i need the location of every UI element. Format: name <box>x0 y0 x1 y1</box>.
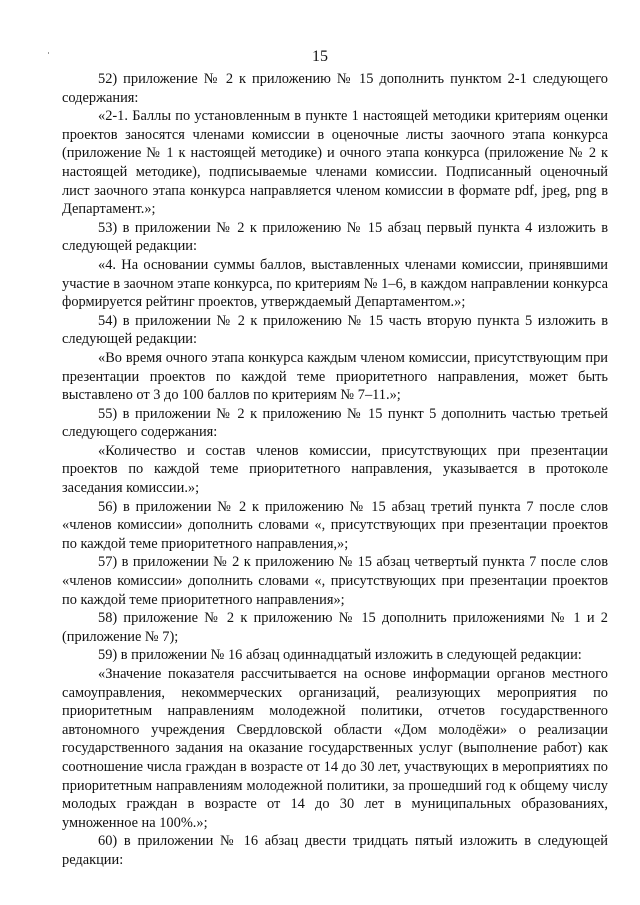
paragraph-57: 57) в приложении № 2 к приложению № 15 абзац четвертый пункта 7 после слов «членов комиссии» дополнить словами «, присутствующих при презентации проектов по каждой теме приоритетного направления»; <box>62 554 608 608</box>
paragraph-56: 56) в приложении № 2 к приложению № 15 абзац третий пункта 7 после слов «членов комиссии» дополнить словами «, присутствующих при презентации проектов по каждой теме приоритетного направления,»; <box>62 498 608 552</box>
document-body <box>62 70 608 870</box>
paragraph-53-quote: «4. На основании суммы баллов, выставленных членами комиссии, принявшими участие в заочном этапе конкурса, по критериям № 1–6, в каждом направлении конкурса формируется рейтинг проектов, утверждаемый Департаментом.»; <box>62 256 608 311</box>
paragraph-54: 54) в приложении № 2 к приложению № 15 часть вторую пункта 5 изложить в следующей редакции: <box>62 312 608 348</box>
paragraph-52-quote: «2-1. Баллы по установленным в пункте 1 настоящей методики критериям оценки проектов заносятся членами комиссии в оценочные листы заочного этапа конкурса (приложение № 1 к настоящей методике) и очного этапа конкурса (приложение № 2 к настоящей методике), подписываемые членами комиссии. Подписанный оценочный лист заочного этапа конкурса направляется членом комиссии в формате pdf, jpeg, png в Департамент.»; <box>62 108 608 218</box>
paragraph-59: 59) в приложении № 16 абзац одиннадцатый изложить в следующей редакции: <box>98 647 582 664</box>
paragraph-52: 52) приложение № 2 к приложению № 15 дополнить пунктом 2-1 следующего содержания: <box>62 71 608 106</box>
paragraph-53: 53) в приложении № 2 к приложению № 15 абзац первый пункта 4 изложить в следующей редакции: <box>62 219 608 255</box>
paragraph-55-quote: «Количество и состав членов комиссии, присутствующих при презентации проектов по каждой теме приоритетного направления, указывается в протоколе заседания комиссии.»; <box>62 442 608 497</box>
paragraph-59-quote: «Значение показателя рассчитывается на основе информации органов местного самоуправления, некоммерческих организаций, реализующих мероприятия по приоритетным направлениям молодежной политики, отчетов государственного автономного учреждения Свердловской области «Дом молодёжи» о реализации государственного задания на оказание государственных услуг (выполнение работ) как соотношение числа граждан в возрасте от 14 до 30 лет, участвующих в мероприятиях по приоритетным направлениям молодежной политики, за прошедший год к общему числу молодых граждан в возрасте от 14 до 30 лет в муниципальных образованиях, умноженное на 100%.»; <box>62 666 608 831</box>
paragraph-55: 55) в приложении № 2 к приложению № 15 пункт 5 дополнить частью третьей следующего содержания: <box>62 405 608 441</box>
paragraph-58: 58) приложение № 2 к приложению № 15 дополнить приложениями № 1 и 2 (приложение № 7); <box>62 610 608 645</box>
paragraph-60: 60) в приложении № 16 абзац двести тридцать пятый изложить в следующей редакции: <box>62 833 608 868</box>
page-number: 15 <box>312 48 328 65</box>
paragraph-54-quote: «Во время очного этапа конкурса каждым членом комиссии, присутствующим при презентации проектов по каждой теме приоритетного направления, может быть выставлено от 3 до 100 баллов по критериям № 7–11.»; <box>62 349 608 404</box>
